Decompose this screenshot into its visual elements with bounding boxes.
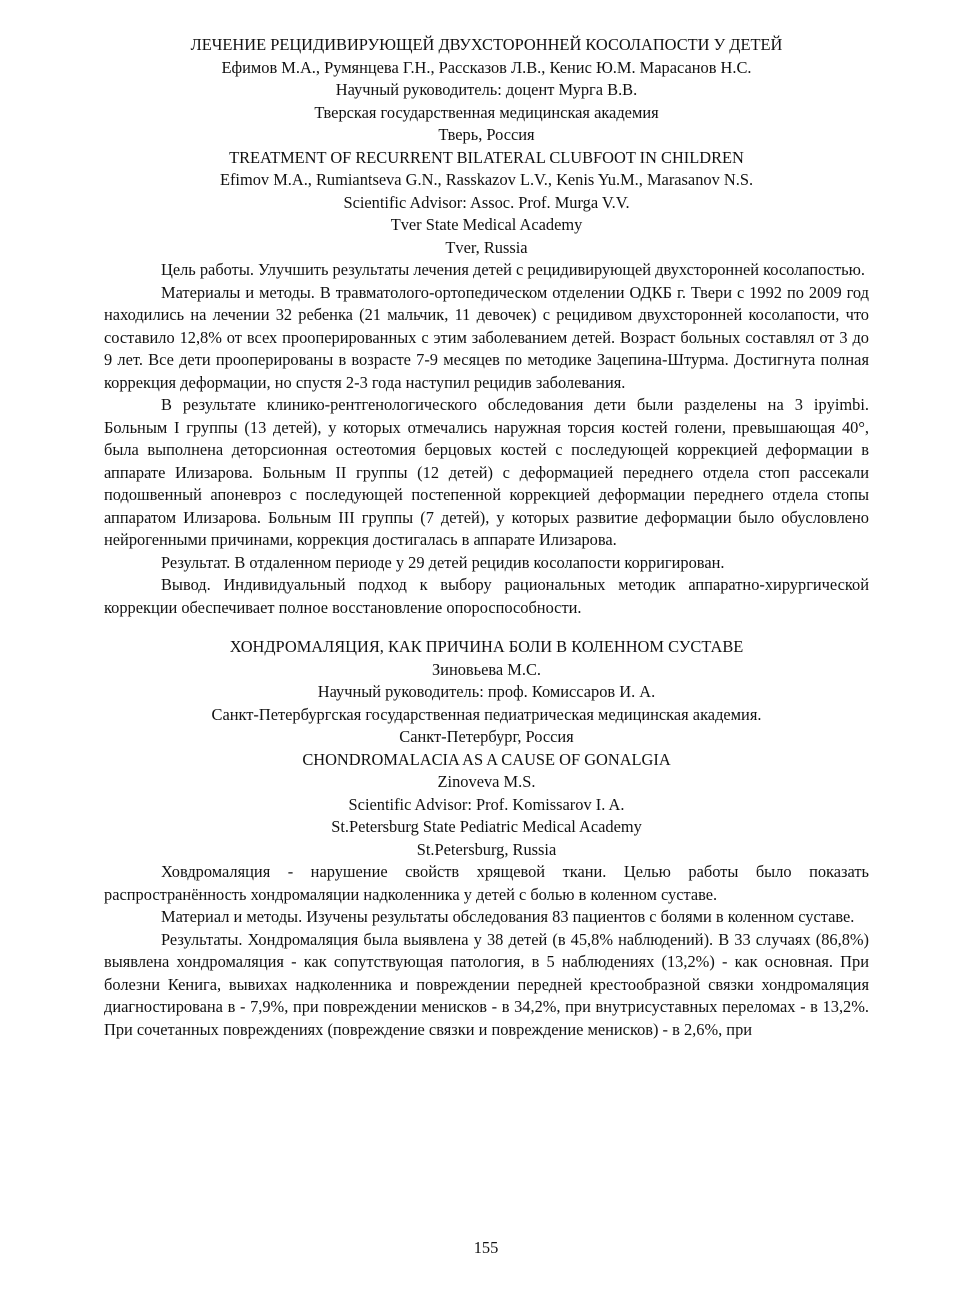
- page-number: 155: [473, 1238, 499, 1257]
- advisor-en: Scientific Advisor: Prof. Komissarov I. A.: [348, 794, 625, 814]
- body-paragraph: В результате клинико-рентгенологического обследования дети были разделены на 3 ipyimbi. Больным I группы (13 детей), у которых отмечались наружная торсия костей голени, превышающая 40°, была выполнена деторсионная остеотомия берцовых костей с последующей коррекцией деформации в аппарате Илизарова. Больным II группы (12 детей) с деформацией переднего отдела стоп рассекали подошвенный апоневроз с последующей постепенной коррекцией деформации переднего отдела стопы аппаратом Илизарова. Больным III группы (7 детей), у которых развитие деформации было обусловлено нейрогенными причинами, коррекция достигалась в аппарате Илизарова.: [104, 395, 869, 549]
- advisor-ru: Научный руководитель: доцент Мурга В.В.: [335, 80, 638, 99]
- institution-ru: Тверская государственная медицинская академия: [314, 102, 659, 122]
- city-ru: Санкт-Петербург, Россия: [399, 727, 574, 746]
- article-chondromalacia-clubfoot: [104, 34, 869, 619]
- authors-en: Zinoveva M.S.: [437, 772, 536, 791]
- authors-en: Efimov M.A., Rumiantseva G.N., Rasskazov L.V., Kenis Yu.M., Marasanov N.S.: [219, 170, 754, 189]
- document-page: [104, 34, 869, 1041]
- body-paragraph: Вывод. Индивидуальный подход к выбору рациональных методик аппаратно-хирургической коррекции обеспечивает полное восстановление опороспособности.: [104, 575, 869, 617]
- section-gap: [104, 619, 869, 636]
- body-paragraph: Материал и методы. Изучены результаты обследования 83 пациентов с болями в коленном суставе.: [161, 907, 855, 926]
- city-en: St.Petersburg, Russia: [416, 839, 557, 859]
- advisor-en: Scientific Advisor: Assoc. Prof. Murga V.V.: [343, 192, 630, 212]
- body-paragraph: Ховдромаляция - нарушение свойств хрящевой ткани. Целью работы было показать распространённость хондромаляции надколенника у детей с болью в коленном суставе.: [104, 862, 869, 904]
- institution-ru: Санкт-Петербургская государственная педиатрическая медицинская академия.: [211, 704, 762, 724]
- institution-en: Tver State Medical Academy: [390, 215, 583, 234]
- article-title-ru: ЛЕЧЕНИЕ РЕЦИДИВИРУЮЩЕЙ ДВУХСТОРОННЕЙ КОСОЛАПОСТИ У ДЕТЕЙ: [190, 35, 783, 54]
- article-title-ru: ХОНДРОМАЛЯЦИЯ, КАК ПРИЧИНА БОЛИ В КОЛЕННОМ СУСТАВЕ: [229, 637, 744, 656]
- institution-en: St.Petersburg State Pediatric Medical Academy: [331, 817, 642, 836]
- authors-ru: Зиновьева М.С.: [431, 659, 542, 679]
- city-en: Tver, Russia: [445, 237, 528, 257]
- city-ru: Тверь, Россия: [438, 125, 535, 144]
- body-paragraph: Результаты. Хондромаляция была выявлена у 38 детей (в 45,8% наблюдений). В 33 случаях (86,8%) выявлена хондромаляция - как сопутствующая патология, в 5 наблюдениях (13,2%) - как основная. При болезни Кенига, вывихах надколенника и повреждении передней крестообразной связки хондромаляция диагностирована в - 7,9%, при повреждении менисков - в 34,2%, при внутрисуставных переломах - в 13,2%. При сочетанных повреждениях (повреждение связки и повреждение менисков) - в 2,6%, при: [104, 929, 869, 1039]
- body-paragraph: Цель работы. Улучшить результаты лечения детей с рецидивирующей двухсторонней косолапостью.: [161, 260, 865, 279]
- article-title-en: CHONDROMALACIA AS A CAUSE OF GONALGIA: [302, 749, 671, 769]
- authors-ru: Ефимов М.А., Румянцева Г.Н., Рассказов Л.В., Кенис Ю.М. Марасанов Н.С.: [221, 57, 752, 77]
- body-paragraph: Материалы и методы. В травматолого-ортопедическом отделении ОДКБ г. Твери с 1992 по 2009 год находились на лечении 32 ребенка (21 мальчик, 11 девочек) с рецидивом двухсторонней косолапости, что составило 12,8% от всех прооперированных с этим заболеванием детей. Возраст больных составлял от 3 до 9 лет. Все дети прооперированы в возрасте 7-9 месяцев по методике Зацепина-Штурма. Достигнута полная коррекция деформации, но спустя 2-3 года наступил рецидив заболевания.: [104, 282, 869, 392]
- article-title-en: TREATMENT OF RECURRENT BILATERAL CLUBFOOT IN CHILDREN: [229, 147, 744, 167]
- body-paragraph: Результат. В отдаленном периоде у 29 детей рецидив косолапости корригирован.: [161, 552, 725, 572]
- article-chondromalacia: [104, 636, 869, 1041]
- advisor-ru: Научный руководитель: проф. Комиссаров И. А.: [317, 682, 656, 701]
